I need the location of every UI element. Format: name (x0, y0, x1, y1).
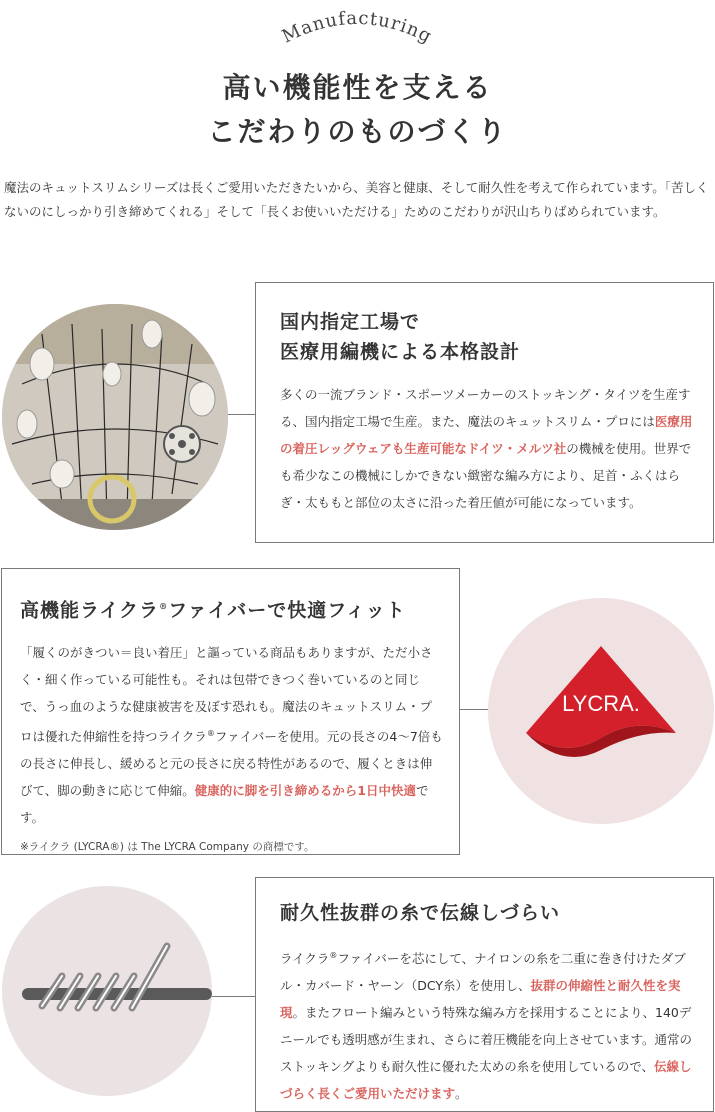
section1-body-text-1: 多くの一流ブランド・スポーツメーカーのストッキング・タイツを生産する、国内指定工場で生産。また、魔法のキュットスリム・プロには (280, 387, 691, 429)
registered-mark: ® (329, 951, 338, 960)
section3-highlight-1: 抜群の伸縮性と耐久性を実現 (280, 978, 681, 1021)
page-title-line1: 高い機能性を支える (222, 71, 493, 104)
section2-highlight: 健康的に脚を引き締めるから1日中快適 (194, 783, 416, 799)
yarn-illustration-circle (2, 886, 212, 1096)
section1-body (280, 381, 693, 516)
manufacturing-arc-title (257, 0, 457, 60)
lycra-logo-text: LYCRA. (562, 691, 640, 716)
page-title-line2: こだわりのものづくり (207, 115, 508, 148)
section3-title: 耐久性抜群の糸で伝線しづらい (280, 902, 561, 924)
trademark-note: ※ライクラ (LYCRA®) は The LYCRA Company の商標です。 (20, 841, 315, 854)
connector-line-3 (212, 996, 255, 997)
section-durable-yarn (255, 877, 714, 1112)
section1-title-line2: 医療用編機による本格設計 (280, 341, 521, 363)
section1-title (280, 307, 693, 367)
page-title (0, 66, 715, 154)
lycra-logo (488, 598, 714, 824)
registered-mark: ® (206, 729, 215, 739)
dcy-yarn-icon (2, 886, 212, 1096)
section-lycra-fiber (1, 568, 460, 855)
svg-text:Manufacturing (279, 8, 436, 48)
section2-body-text-3: です。 (20, 783, 429, 826)
section2-title-text-1: 高機能ライクラ (20, 599, 160, 622)
section3-body-text-3: 。またフロート編みという特殊な編み方を採用することにより、140デニールでも透明感が生まれ、さらに着圧機能を向上させています。通常のストッキングよりも耐久性に優れた太めの糸を使用しているので、 (280, 1005, 693, 1075)
arc-title-text: Manufacturing (278, 7, 436, 48)
section2-title (20, 591, 443, 625)
section3-body-text-4: 。 (455, 1086, 468, 1102)
registered-mark: ® (159, 601, 169, 611)
intro-paragraph: 魔法のキュットスリムシリーズは長くご愛用いただきたいから、美容と健康、そして耐久性を考えて作られています。「苦しくないのにしっかり引き締めてくれる」そして「長くお使いいただける」ためのこだわりが沢山ちりばめられています。 (4, 180, 709, 219)
section3-highlight-2: 伝線しづらく長くご愛用いただけます (280, 1059, 692, 1102)
section1-title-line1: 国内指定工場で (280, 311, 421, 333)
connector-line-1 (228, 414, 255, 415)
section1-highlight: 医療用の着圧レッグウェアも生産可能なドイツ・メルツ社 (280, 414, 693, 456)
section2-title-text-2: ファイバーで快適フィット (168, 599, 406, 622)
section3-body-text-1: ライクラ (280, 951, 330, 967)
section2-body-text-1: 「履くのがきつい＝良い着圧」と謳っている商品もありますが、ただ小さく・細く作っている可能性も。それは包帯できつく巻いているのと同じで、うっ血のような健康被害を及ぼす恐れも。魔法のキュットスリム・プロは優れた伸縮性を持つライクラ (20, 645, 433, 745)
lycra-logo-circle (488, 598, 714, 824)
factory-machine-photo (2, 304, 228, 530)
section3-body (280, 942, 697, 1107)
section3-body-text-2: ファイバーを芯にして、ナイロンの糸を二重に巻き付けたダブル・カバード・ヤーン（DCY糸）を使用し、 (280, 951, 686, 994)
section-domestic-factory (255, 282, 714, 543)
section2-body (20, 639, 443, 831)
section1-body-text-2: の機械を使用。世界でも希少なこの機械にしかできない緻密な編み方により、足首・ふくはらぎ・太ももと部位の太さに沿った着圧値が可能になっています。 (280, 441, 692, 510)
section2-body-text-2: ファイバーを使用。元の長さの4〜7倍もの長さに伸長し、緩めると元の長さに戻る特性があるので、履くときは伸びて、脚の動きに応じて伸縮。 (20, 729, 443, 799)
